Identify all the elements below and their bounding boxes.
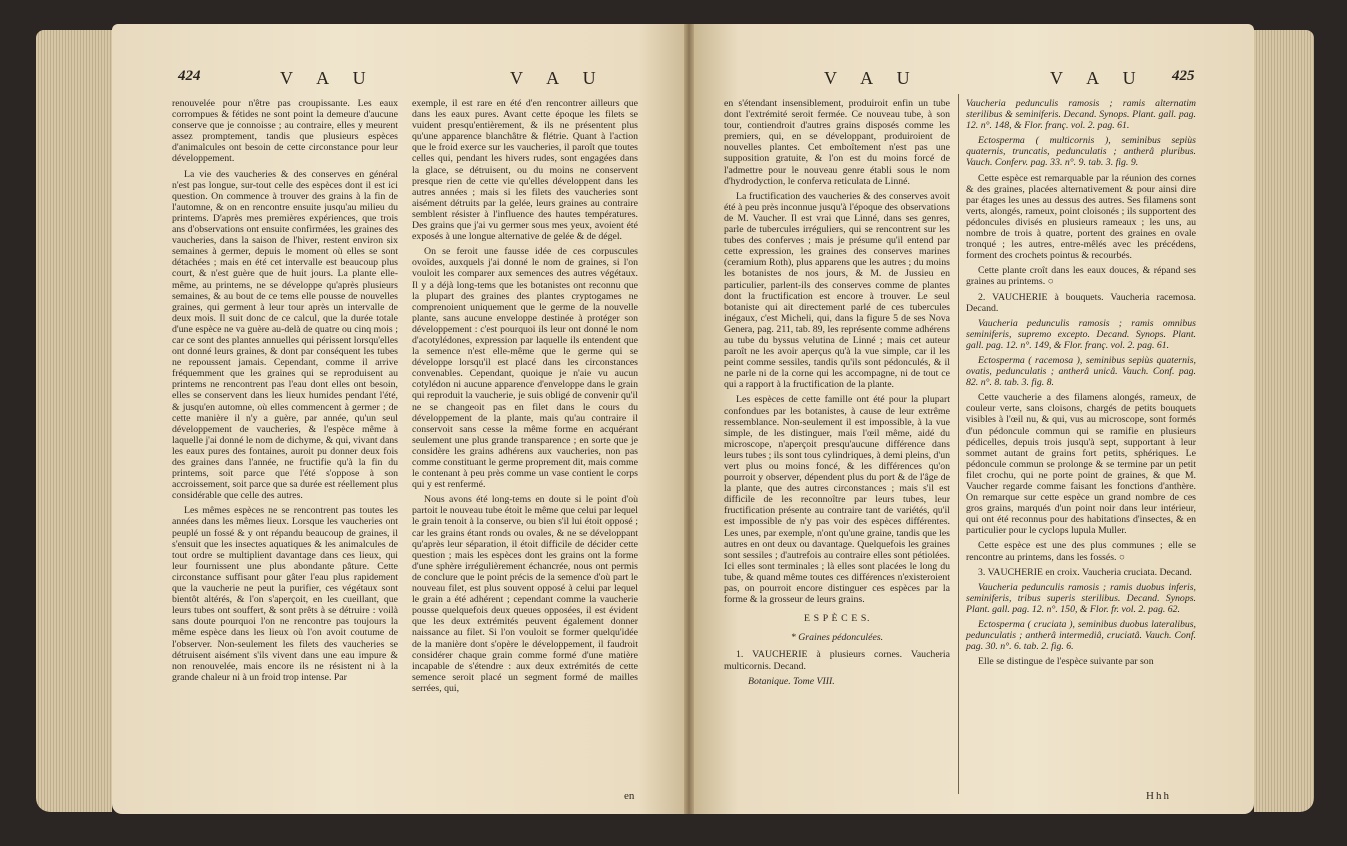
right-page-number: 425 (1172, 68, 1195, 84)
species-entry: 1. VAUCHERIE à plusieurs cornes. Vaucheria multicornis. Decand. (724, 649, 950, 672)
paragraph: en s'étendant insensiblement, produiroit enfin un tube dont l'extrémité seroit fermée. Ce nouveau tube, à son tour, contiendroit d'autres grains disposés comme les premiers, qui, en se développant, produiroient de nouvelles plantes. Cet emboîtement n'est pas une supposition gratuite, & l'on est du moins forcé de l'admettre pour le nouveau genre établi sous le nom d'hydrodyction, le conferva reticulata de Linné. (724, 98, 950, 187)
left-page-number: 424 (178, 68, 201, 84)
paragraph: Vaucheria pedunculis ramosis ; ramis omnibus seminiferis, supremo excepto. Decand. Synops. Plant. gall. pag. 12. n°. 149, & Flor. franç. vol. 2. pag. 61. (966, 317, 1196, 351)
left-column-2 (412, 98, 638, 698)
right-page (694, 24, 1254, 814)
paragraph: Les mêmes espèces ne se rencontrent pas toutes les années dans les mêmes lieux. Lorsque les vaucheries ont peuplé un fossé & y ont répandu beaucoup de graines, il s'ensuit que les insectes aquatiques & les animalcules de tout ordre se multiplient davantage dans ces lieux, qui leur fournissent une plus abondante pâture. Cette circonstance suffisant pour gâter l'eau plus rapidement que la vaucherie ne peut la purifier, ces végétaux sont bientôt altérés, & l'on s'aperçoit, en les cueillant, que leurs tubes ont souffert, & sont prêts à se détruire : voilà sans doute pourquoi l'on ne rencontre pas toujours la même espèce dans les lieux où l'on avoit coutume de l'observer. Non-seulement les filets des vaucheries se détruisent aisément s'ils vivent dans une eau impure & non renouvelée, mais encore ils ne résistent ni à la grande chaleur ni à un froid trop intense. Par (172, 505, 398, 683)
left-page-edges (36, 30, 112, 812)
column-rule (958, 94, 959, 794)
right-column-2 (966, 98, 1196, 671)
paragraph: exemple, il est rare en été d'en rencontrer ailleurs que dans les eaux pures. Avant cette époque les filets se vuident presqu'entièrement, & ils ne présentent plus qu'une apparence blanchâtre & flétrie. Quant à l'action que le froid exerce sur les vaucheries, il paroît que toutes celles qui, pendant les hivers rudes, sont engagées dans la glace, se détruisent, ou du moins ne conservent presque rien de cette vie qu'elles développent dans les autres années ; mais si les filets des vaucheries sont aisément détruits par la gelée, leurs graines au contraire semblent résister à l'influence des hautes températures. Des grains que j'ai vu germer sous mes yeux, avoient été exposés à une longue alternative de gelée & de dégel. (412, 98, 638, 243)
paragraph: renouvelée pour n'être pas croupissante. Les eaux corrompues & fétides ne sont point la demeure d'aucune conserve que je connoisse ; au contraire, elles y meurent assez promptement, tandis que plusieurs espèces d'animalcules ont besoin de cette circonstance pour leur développement. (172, 98, 398, 165)
signature-mark: Hhh (1146, 790, 1171, 802)
paragraph: La vie des vaucheries & des conserves en général n'est pas longue, sur-tout celle des espèces dont il est ici question. On commence à trouver des grains à la fin de l'automne, & on en rencontre ensuite jusqu'au milieu du printems. D'après mes premières expériences, que trois ans d'observations ont ensuite confirmées, les graines des vaucheries, dans la saison de l'hiver, restent environ six semaines à germer, depuis le moment où elles se sont détachées ; mais en été cet intervalle est beaucoup plus court, & n'est guère que de huit jours. La plante elle-même, au printems, ne se développe qu'après plusieurs semaines, & au bout de ce tems elle pousse de nouvelles graines, qui germent à leur tour après un intervalle de deux mois. Il suit donc de ce calcul, que la durée totale d'une espèce ne va guère au-delà de quatre ou cinq mois ; car ce sont des plantes annuelles qui périssent lorsqu'elles ont donné leurs graines, & dont par conséquent les tubes ne repoussent jamais. Cependant, comme il arrive fréquemment que les graines qui se reproduisent au printems ne rencontrent pas l'eau dont elles ont besoin, elles se conservent dans les lieux humides pendant l'été, & jusqu'en automne, où elles commencent à germer ; de cette manière il n'y a guère, par année, qu'un seul développement de vaucheries, & l'espèce même à laquelle j'ai donné le nom de dichyme, & qui, vivant dans les eaux pures des fontaines, auroit pu donner deux fois des graines dans l'année, ne fructifie qu'à la fin du printems, soit parce que l'été s'oppose à son accroissement, soit parce que sa durée est réellement plus considérable que celle des autres. (172, 168, 398, 502)
species-subheading: * Graines pédonculées. (790, 632, 884, 644)
right-running-head-a: V A U (824, 68, 920, 88)
paragraph: Cette espèce est une des plus communes ; elle se rencontre au printems, dans les fossés. ○ (966, 540, 1196, 563)
right-column-1 (724, 98, 950, 691)
paragraph: Ectosperma ( multicornis ), seminibus sepiùs quaternis, truncatis, pedunculatis ; antherâ pluribus. Vauch. Conferv. pag. 33. n°. 9. tab. 3. fig. 9. (966, 135, 1196, 169)
paragraph: Nous avons été long-tems en doute si le point d'où partoit le nouveau tube étoit le même que celui par lequel le grain tenoit à la conserve, ou bien s'il lui étoit opposé ; car les grains étant ronds ou ovales, & ne se développant qu'après leur séparation, il étoit difficile de décider cette question ; mais les espèces dont les grains ont la forme d'une sphère irrégulièrement échancrée, nous ont permis de conclure que le point précis de la semence d'où part le nouveau filet, est plus souvent opposé à celui par lequel le grain a été adhérent ; cependant comme la vaucherie pousse quelquefois deux queues opposées, il est évident que les deux extrémités peuvent également donner naissance au filet. Si l'on vouloit se former quelqu'idée de la manière dont s'opère le développement, il faudroit considérer chaque grain comme formé d'une matière incapable de s'étendre : aux deux extrémités de cette semence seroit placé un segment formé de mailles serrées, qui, (412, 494, 638, 694)
species-entry: 2. VAUCHERIE à bouquets. Vaucheria racemosa. Decand. (966, 291, 1196, 314)
paragraph: Elle se distingue de l'espèce suivante par son (978, 656, 1154, 668)
left-running-head-a: V A U (280, 68, 376, 88)
paragraph: Vaucheria pedunculis ramosis ; ramis duobus inferis, seminiferis, tribus superis sterilibus. Decand. Synops. Plant. gall. pag. 12. n°. 150, & Flor. fr. vol. 2. pag. 62. (966, 581, 1196, 615)
left-running-head-b: V A U (510, 68, 606, 88)
right-running-head-b: V A U (1050, 68, 1146, 88)
paragraph: Cette espèce est remarquable par la réunion des cornes & des graines, placées alternativement & pour ainsi dire par étages les unes au dessus des autres. Ses filamens sont verts, alongés, rameux, point cloisonés ; ils supportent des pédoncules divisés en plusieurs rameaux ; les uns, au nombre de trois à quatre, portent des graines en ovale tronqué ; les autres, entre-mêlés avec les précédens, forment des crochets pointus & recourbés. (966, 172, 1196, 262)
paragraph: Vaucheria pedunculis ramosis ; ramis alternatim sterilibus & seminiferis. Decand. Synops. Plant. gall. pag. 12. n°. 148, & Flor. franç. vol. 2. pag. 61. (966, 98, 1196, 132)
species-entry: 3. VAUCHERIE en croix. Vaucheria cruciata. Decand. (978, 566, 1192, 578)
paragraph: On se feroit une fausse idée de ces corpuscules ovoïdes, auxquels j'ai donné le nom de graines, si l'on vouloit les comparer aux semences des autres végétaux. Il y a déjà long-tems que les botanistes ont reconnu que la plupart des graines des plantes cryptogames ne comprenoient uniquement que le germe de la nouvelle plante, sans aucune enveloppe destinée à protéger son développement : c'est pourquoi ils leur ont donné le nom d'acotylédones, expression par laquelle ils entendent que la semence n'est elle-même que le germe qui se développe lorsqu'il est placé dans les circonstances convenables. Cependant, quoique je n'aie vu aucun cotylédon ni aucune apparence d'enveloppe dans le grain qui reproduit la vaucherie, je suis obligé de convenir qu'il ne se changeoit pas en filet dans le cours du développement de la plante, mais qu'au contraire il conservoit sans cesse la même forme en acquérant seulement une plus grande transparence ; en sorte que je considère les grains adhérens aux vaucheries, non pas comme constituant le germe proprement dit, mais comme le contenant à peu près comme un vase contient le corps qui y est renfermé. (412, 246, 638, 491)
volume-footer: Botanique. Tome VIII. (748, 675, 835, 687)
paragraph: La fructification des vaucheries & des conserves avoit été à peu près inconnue jusqu'à l'époque des observations de M. Vaucher. Il est vrai que Linné, dans ses genres, parle de tubercules irréguliers, qui se rencontrent sur les tubes des conferves ; mais je présume qu'il entend par cette expression, les graines des conserves marines (ceramium Roth), plus apparens que les autres ; du moins les botanistes de nos jours, & M. de Jussieu en particulier, parlent-ils des conserves comme de plantes dont la fructification est encore à trouver. Le seul botaniste qui ait directement parlé de ces tubercules inégaux, c'est Micheli, qui, dans la figure 5 de ses Nova Genera, pag. 211, tab. 89, les représente comme adhérens au tube du byssus velutina de Linné ; mais cet auteur paroît ne les avoir aperçus qu'à la vue simple, car il les peint comme sessiles, tandis qu'ils sont pédonculés, & il ne parle ni de la corne qui les accompagne, ni de tout ce qui a rapport à la fructification de la plante. (724, 190, 950, 391)
paragraph: Cette plante croît dans les eaux douces, & répand ses graines au printems. ○ (966, 265, 1196, 288)
left-column-1 (172, 98, 398, 687)
paragraph: Ectosperma ( racemosa ), seminibus sepiùs quaternis, ovatis, pedunculatis ; antherâ unicâ. Vauch. Conf. pag. 82. n°. 8. tab. 3. fig. 8. (966, 354, 1196, 389)
paragraph: Ectosperma ( cruciata ), seminibus duobus lateralibus, pedunculatis ; antherâ intermediâ, cruciatâ. Vauch. Conf. pag. 30. n°. 6. tab. 2. fig. 6. (966, 619, 1196, 653)
catch-word: en (624, 790, 635, 802)
left-page (112, 24, 684, 814)
species-heading: E S P È C E S. (803, 613, 870, 625)
paragraph: Les espèces de cette famille ont été pour la plupart confondues par les botanistes, à cause de leur extrême ressemblance. Non-seulement il est impossible, à la vue simple, de les distinguer, mais l'œil même, aidé du microscope, n'aperçoit presqu'aucune différence dans leurs tubes ; ils sont tous cylindriques, à demi pleins, d'un vert plus ou moins foncé, & les différences qu'on pourroit y observer, dépendent plus du port & de l'âge de la plante, que des autres circonstances ; mais s'il est difficile de les reconnoître par leurs tubes, leur fructification présente au contraire tant de variétés, qu'il est impossible de n'y pas voir des espèces différentes. Les unes, par exemple, n'ont qu'une graine, tandis que les autres en ont deux ou davantage. Quelquefois les graines sont sessiles ; d'autrefois au contraire elles sont pétiolées. Ici elles sont terminales ; là elles sont placées le long du tube, & quand même toutes ces différences n'existeroient pas, on pourroit encore distinguer ces espèces par la forme & la grosseur de leurs grains. (724, 394, 950, 606)
paragraph: Cette vaucherie a des filamens alongés, rameux, de couleur verte, sans cloisons, chargés de petits bouquets visibles à l'œil nu, & qui, vus au microscope, sont formés d'un pédoncule commun qui se ramifie en plusieurs pédicelles, depuis trois jusqu'à sept, supportant à leur sommet autant de grains fort petits, sphériques. Le pédoncule commun se prolonge & se termine par un petit filet crochu, qui ne porte point de graines, & que M. Vaucher regarde comme faisant les fonctions d'anthère. On remarque sur cette espèce un grand nombre de ces gros grains, marqués d'un point noir dans leur intérieur, qui ont été reconnus pour des habitations d'insectes, & en particulier pour le cyclops lupula Muller. (966, 392, 1196, 537)
right-page-edges (1254, 30, 1314, 812)
book-gutter (684, 24, 694, 814)
